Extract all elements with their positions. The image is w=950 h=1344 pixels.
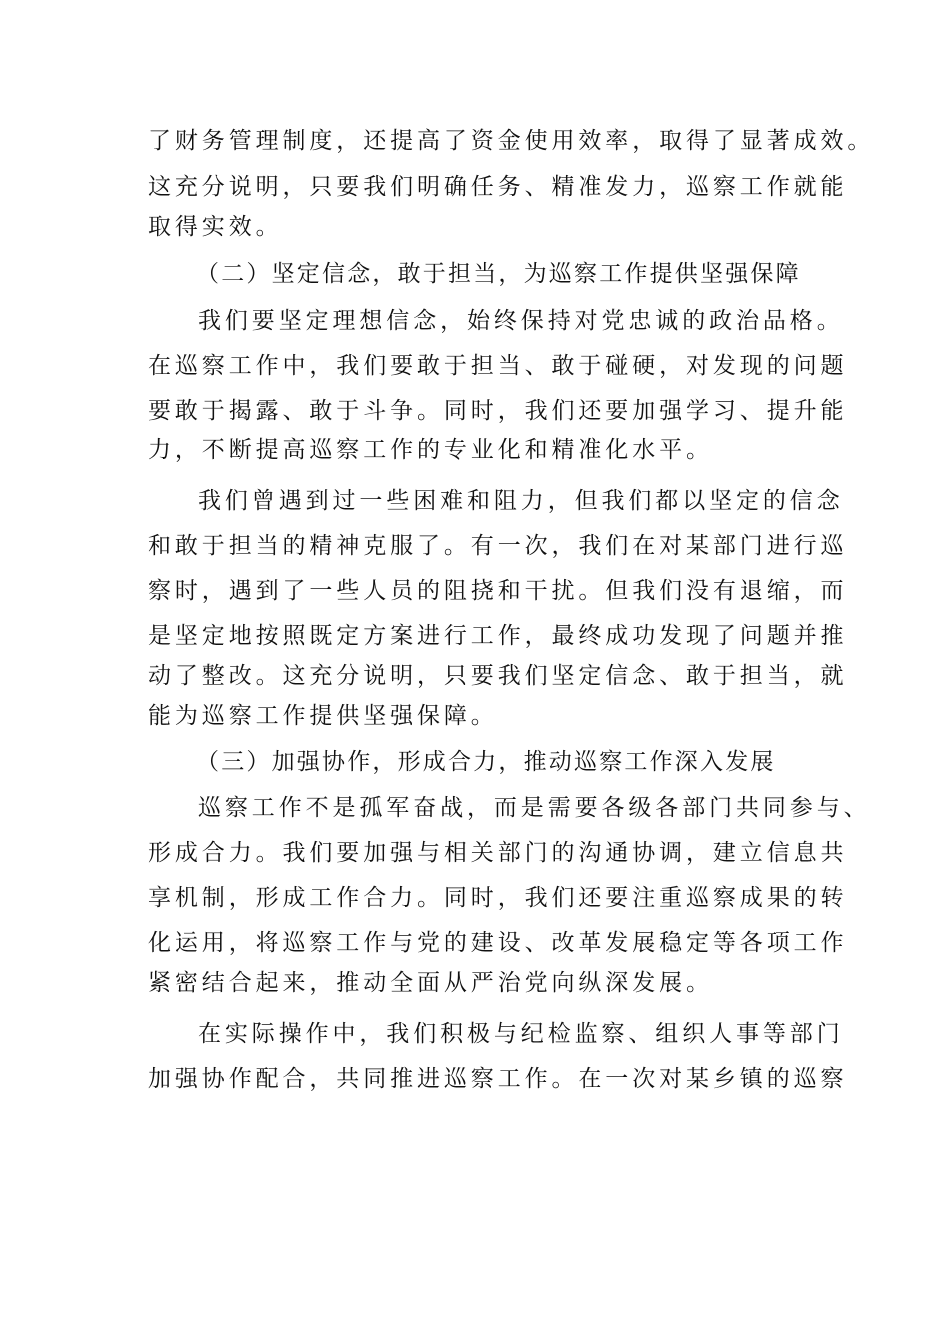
paragraph-line: 享机制，形成工作合力。同时，我们还要注重巡察成果的转 — [148, 885, 848, 911]
paragraph-line: 形成合力。我们要加强与相关部门的沟通协调，建立信息共 — [148, 840, 848, 866]
paragraph-line: 巡察工作不是孤军奋战，而是需要各级各部门共同参与、 — [198, 795, 871, 821]
paragraph-line: 紧密结合起来，推动全面从严治党向纵深发展。 — [148, 970, 713, 996]
paragraph-line: 在实际操作中，我们积极与纪检监察、组织人事等部门 — [198, 1021, 844, 1047]
paragraph-line: 加强协作配合，共同推进巡察工作。在一次对某乡镇的巡察 — [148, 1066, 848, 1092]
paragraph-line: 化运用，将巡察工作与党的建设、改革发展稳定等各项工作 — [148, 930, 848, 956]
paragraph-line: 和敢于担当的精神克服了。有一次，我们在对某部门进行巡 — [148, 533, 848, 559]
section-heading: （二）坚定信念，敢于担当，为巡察工作提供坚强保障 — [196, 261, 801, 287]
paragraph-line: 我们曾遇到过一些困难和阻力，但我们都以坚定的信念 — [198, 488, 844, 514]
paragraph-line: 了财务管理制度，还提高了资金使用效率，取得了显著成效。 — [148, 128, 875, 154]
paragraph-line: 是坚定地按照既定方案进行工作，最终成功发现了问题并推 — [148, 623, 848, 649]
paragraph-line: 察时，遇到了一些人员的阻挠和干扰。但我们没有退缩，而 — [148, 578, 848, 604]
paragraph-line: 力，不断提高巡察工作的专业化和精准化水平。 — [148, 437, 713, 463]
paragraph-line: 动了整改。这充分说明，只要我们坚定信念、敢于担当，就 — [148, 663, 848, 689]
paragraph-line: 这充分说明，只要我们明确任务、精准发力，巡察工作就能 — [148, 174, 848, 200]
paragraph-line: 要敢于揭露、敢于斗争。同时，我们还要加强学习、提升能 — [148, 398, 848, 424]
paragraph-line: 我们要坚定理想信念，始终保持对党忠诚的政治品格。 — [198, 308, 844, 334]
section-heading: （三）加强协作，形成合力，推动巡察工作深入发展 — [196, 749, 776, 775]
paragraph-line: 在巡察工作中，我们要敢于担当、敢于碰硬，对发现的问题 — [148, 353, 848, 379]
paragraph-line: 取得实效。 — [148, 214, 283, 240]
paragraph-line: 能为巡察工作提供坚强保障。 — [148, 703, 498, 729]
